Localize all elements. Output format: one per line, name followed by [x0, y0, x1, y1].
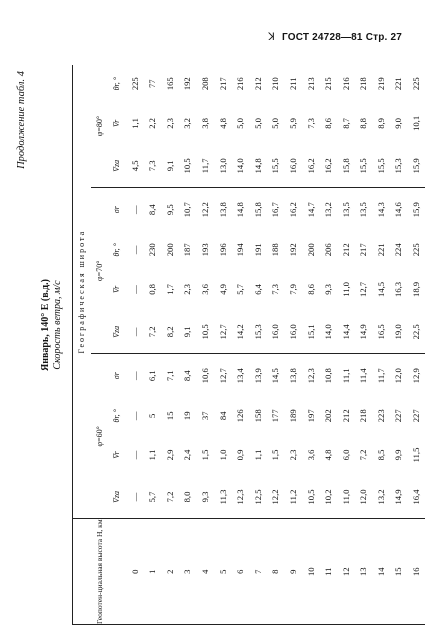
- table-cell: 15,1: [305, 324, 316, 340]
- table-row: [179, 65, 197, 625]
- table-cell: 1,1: [129, 118, 140, 129]
- table-cell: 6,0: [340, 449, 351, 461]
- table-cell: 6,1: [143, 354, 161, 397]
- table-cell: —: [129, 285, 140, 294]
- standard-number: ГОСТ 24728—81: [281, 32, 363, 43]
- table-cell: 216: [340, 77, 351, 91]
- table-cell: —: [126, 188, 144, 231]
- table-cell: 8,0: [182, 491, 193, 503]
- table-cell: 9,9: [393, 449, 404, 461]
- table-cell: 188: [270, 243, 281, 257]
- table-cell: 14,9: [358, 324, 369, 340]
- table-cell: 10,5: [182, 158, 193, 174]
- table-cell: 15,9: [407, 188, 425, 231]
- table-cell: 10,6: [196, 354, 214, 397]
- col-vr-60: V̄r: [112, 451, 122, 459]
- table-cell: 16,2: [323, 158, 334, 174]
- table-row: [284, 65, 302, 625]
- table-row: [267, 65, 285, 625]
- row-height-cell: 10: [302, 519, 320, 625]
- table-cell: 14,0: [323, 324, 334, 340]
- table-cell: 225: [129, 77, 140, 91]
- table-cell: 9,5: [161, 188, 179, 231]
- table-cell: 12,7: [217, 324, 228, 340]
- table-cell: 16,0: [287, 324, 298, 340]
- rotated-table-block: [16, 65, 422, 625]
- header-row-group: [73, 65, 91, 625]
- table-cell: 4,5: [129, 160, 140, 172]
- row-height-cell: 12: [337, 519, 355, 625]
- table-cell: 16,4: [411, 489, 422, 505]
- table-cell: 15: [164, 411, 175, 421]
- table-row: [302, 65, 320, 625]
- table-cell: —: [129, 327, 140, 337]
- col-sigma-70: σr: [108, 188, 126, 231]
- table-cell: 14,3: [372, 188, 390, 231]
- col-theta-80: θr, °: [112, 77, 122, 91]
- table-cell: 5,7: [147, 491, 158, 503]
- table-row: [355, 65, 373, 625]
- table-cell: 14,5: [267, 354, 285, 397]
- table-cell: 8,8: [358, 118, 369, 129]
- table-cell: 13,8: [214, 188, 232, 231]
- table-row: [196, 65, 214, 625]
- table-cell: 1,1: [252, 449, 263, 461]
- table-cell: 5,9: [287, 118, 298, 129]
- col-vr-70: V̄r: [112, 285, 122, 294]
- table-cell: 13,2: [319, 188, 337, 231]
- col-vza-60: V̄za: [112, 490, 122, 503]
- table-cell: 221: [375, 243, 386, 257]
- table-cell: 14,2: [235, 324, 246, 340]
- table-cell: 11,1: [337, 354, 355, 397]
- table-cell: 200: [305, 243, 316, 257]
- table-cell: 10,5: [305, 489, 316, 505]
- row-height-cell: 9: [284, 519, 302, 625]
- col-vza-80: V̄za: [112, 159, 122, 172]
- table-cell: 11,0: [340, 282, 351, 297]
- table-cell: 15,8: [340, 158, 351, 174]
- table-title: [40, 175, 64, 475]
- table-cell: 10,1: [411, 115, 422, 131]
- table-cell: 13,8: [284, 354, 302, 397]
- corner-mark: ꓘ: [268, 32, 275, 43]
- header-lat-60: φ=60°: [91, 354, 109, 519]
- table-cell: 13,2: [375, 489, 386, 505]
- table-cell: 230: [147, 243, 158, 257]
- header-lat-80: φ=80°: [94, 115, 104, 137]
- table-cell: 212: [340, 243, 351, 257]
- table-cell: 15,9: [411, 158, 422, 174]
- table-cell: 11,4: [355, 354, 373, 397]
- table-cell: 9,0: [393, 118, 404, 129]
- table-cell: 200: [164, 243, 175, 257]
- table-cell: 15,3: [393, 158, 404, 174]
- table-cell: 77: [147, 79, 158, 88]
- table-row: [372, 65, 390, 625]
- wind-speed-table: [72, 65, 425, 625]
- row-height-cell: 2: [161, 519, 179, 625]
- table-cell: 8,4: [143, 188, 161, 231]
- table-cell: 219: [375, 77, 386, 91]
- table-cell: 7,2: [358, 449, 369, 461]
- table-cell: 221: [393, 77, 404, 91]
- table-cell: 218: [358, 409, 369, 423]
- table-row: [126, 65, 144, 625]
- table-cell: 11,2: [287, 489, 298, 505]
- table-cell: 13,0: [217, 158, 228, 174]
- table-cell: 194: [235, 243, 246, 257]
- table-cell: 224: [393, 243, 404, 257]
- table-cell: 10,2: [323, 489, 334, 505]
- table-cell: 11,7: [199, 158, 210, 174]
- table-cell: 12,0: [390, 354, 408, 397]
- row-height-cell: 15: [390, 519, 408, 625]
- table-cell: 1,5: [270, 449, 281, 461]
- table-cell: 16,2: [284, 188, 302, 231]
- table-cell: 211: [287, 77, 298, 90]
- table-cell: 7,3: [270, 284, 281, 295]
- table-cell: 16,0: [270, 324, 281, 340]
- table-cell: 177: [270, 409, 281, 423]
- table-cell: 165: [164, 77, 175, 91]
- table-cell: 13,5: [337, 188, 355, 231]
- table-cell: 193: [199, 243, 210, 257]
- table-cell: 5,0: [235, 118, 246, 129]
- row-height-cell: 5: [214, 519, 232, 625]
- table-cell: 126: [235, 409, 246, 423]
- table-cell: 11,0: [340, 489, 351, 505]
- table-cell: 8,7: [340, 118, 351, 129]
- table-cell: 14,0: [235, 158, 246, 174]
- table-cell: 11,5: [411, 447, 422, 463]
- table-cell: 12,7: [214, 354, 232, 397]
- row-height-cell: 14: [372, 519, 390, 625]
- table-cell: 15,8: [249, 188, 267, 231]
- table-cell: 7,3: [305, 118, 316, 129]
- table-cell: 210: [270, 77, 281, 91]
- table-cell: 223: [375, 409, 386, 423]
- table-cell: 217: [217, 77, 228, 91]
- row-height-cell: 7: [249, 519, 267, 625]
- table-cell: 1,0: [217, 449, 228, 461]
- table-cell: —: [129, 450, 140, 460]
- table-cell: 2,3: [182, 284, 193, 295]
- table-row: [390, 65, 408, 625]
- table-cell: 213: [305, 77, 316, 91]
- header-latitude-group: Географическая широта: [73, 65, 91, 519]
- table-cell: 8,6: [323, 118, 334, 129]
- table-cell: 15,3: [252, 324, 263, 340]
- col-theta-60: θr, °: [112, 409, 122, 423]
- table-cell: 4,8: [217, 118, 228, 129]
- table-cell: 0,9: [235, 449, 246, 461]
- title-line-2: Скорость ветра, м/с: [52, 280, 63, 370]
- table-cell: 217: [358, 243, 369, 257]
- table-row: [319, 65, 337, 625]
- table-cell: 11,3: [217, 489, 228, 505]
- table-cell: 13,5: [355, 188, 373, 231]
- title-line-1: Январь, 140° Е (в.д.): [40, 278, 51, 372]
- table-cell: 192: [182, 77, 193, 91]
- table-cell: 9,1: [164, 160, 175, 172]
- table-cell: —: [129, 245, 140, 255]
- col-sigma-60: σr: [108, 354, 126, 397]
- table-cell: 12,2: [196, 188, 214, 231]
- table-cell: 9,3: [199, 491, 210, 503]
- table-row: [161, 65, 179, 625]
- table-cell: 9,1: [182, 326, 193, 338]
- table-cell: 5,0: [270, 118, 281, 129]
- table-cell: 9,3: [323, 284, 334, 295]
- table-cell: 8,4: [179, 354, 197, 397]
- table-cell: 192: [287, 243, 298, 257]
- table-body: [126, 65, 425, 625]
- table-cell: 12,7: [358, 281, 369, 297]
- table-cell: 227: [393, 409, 404, 423]
- table-cell: 19,0: [393, 324, 404, 340]
- table-cell: 14,5: [375, 281, 386, 297]
- table-cell: 8,6: [305, 284, 316, 295]
- table-cell: 187: [182, 243, 193, 257]
- table-cell: 3,6: [305, 449, 316, 461]
- table-cell: 8,5: [375, 449, 386, 461]
- table-cell: 1,7: [164, 284, 175, 295]
- table-cell: 11,7: [372, 354, 390, 397]
- table-cell: 4,8: [323, 449, 334, 461]
- table-cell: 3,2: [182, 118, 193, 129]
- table-cell: 15,5: [270, 158, 281, 174]
- table-cell: 2,3: [164, 118, 175, 129]
- table-cell: 212: [340, 409, 351, 423]
- table-cell: 202: [323, 409, 334, 423]
- table-cell: 225: [411, 243, 422, 257]
- table-cell: 19: [182, 411, 193, 421]
- table-cell: 3,8: [199, 118, 210, 129]
- table-cell: 14,8: [252, 158, 263, 174]
- row-height-cell: 4: [196, 519, 214, 625]
- table-cell: 5: [147, 413, 158, 418]
- table-cell: 14,7: [302, 188, 320, 231]
- table-cell: 8,9: [375, 118, 386, 129]
- col-theta-70: θr, °: [112, 243, 122, 257]
- table-cell: 13,4: [231, 354, 249, 397]
- row-height-cell: 13: [355, 519, 373, 625]
- table-row: [337, 65, 355, 625]
- table-row: [249, 65, 267, 625]
- table-cell: 5,7: [235, 284, 246, 295]
- row-height-cell: 8: [267, 519, 285, 625]
- table-cell: 14,4: [340, 324, 351, 340]
- table-cell: 3,6: [199, 284, 210, 295]
- table-cell: 7,3: [147, 160, 158, 172]
- row-height-cell: 6: [231, 519, 249, 625]
- continuation-label: Продолжение табл. 4: [16, 71, 27, 169]
- table-cell: 12,3: [235, 489, 246, 505]
- table-cell: 1,1: [147, 449, 158, 461]
- table-cell: 227: [411, 409, 422, 423]
- table-cell: 13,9: [249, 354, 267, 397]
- col-vr-80: V̄r: [112, 119, 122, 128]
- table-cell: 84: [217, 411, 228, 421]
- header-height: Геопотен-циальная высота H, км: [73, 519, 126, 625]
- table-cell: 16,7: [267, 188, 285, 231]
- table-cell: 16,2: [305, 158, 316, 174]
- table-cell: 2,9: [164, 449, 175, 461]
- table-cell: 12,9: [407, 354, 425, 397]
- table-cell: 14,6: [390, 188, 408, 231]
- table-cell: 12,0: [358, 489, 369, 505]
- table-row: [407, 65, 425, 625]
- table-cell: 0,8: [147, 284, 158, 295]
- table-cell: 15,5: [375, 158, 386, 174]
- table-cell: 215: [323, 77, 334, 91]
- table-cell: 8,2: [164, 326, 175, 338]
- table-cell: 191: [252, 243, 263, 257]
- table-row: [231, 65, 249, 625]
- table-cell: 12,5: [252, 489, 263, 505]
- table-cell: 212: [252, 77, 263, 91]
- table-cell: 15,5: [358, 158, 369, 174]
- table-cell: 37: [199, 411, 210, 421]
- table-cell: 5,0: [252, 118, 263, 129]
- table-cell: 18,9: [411, 281, 422, 297]
- row-height-cell: 0: [126, 519, 144, 625]
- table-cell: —: [126, 354, 144, 397]
- table-cell: 6,4: [252, 284, 263, 295]
- table-cell: 16,3: [393, 281, 404, 297]
- row-height-cell: 1: [143, 519, 161, 625]
- table-cell: 7,2: [164, 491, 175, 503]
- row-height-cell: 11: [319, 519, 337, 625]
- header-lat-70: φ=70°: [91, 188, 109, 354]
- table-cell: 218: [358, 77, 369, 91]
- table-cell: 4,9: [217, 284, 228, 295]
- table-cell: 206: [323, 243, 334, 257]
- row-height-cell: 3: [179, 519, 197, 625]
- table-row: [143, 65, 161, 625]
- table-cell: 1,5: [199, 449, 210, 461]
- table-cell: 22,5: [411, 324, 422, 340]
- table-row: [214, 65, 232, 625]
- table-cell: —: [129, 492, 140, 502]
- table-cell: 7,1: [161, 354, 179, 397]
- table-cell: 10,7: [179, 188, 197, 231]
- table-cell: 196: [217, 243, 228, 257]
- table-cell: 216: [235, 77, 246, 91]
- table-cell: 197: [305, 409, 316, 423]
- table-cell: —: [129, 411, 140, 421]
- table-cell: 14,8: [231, 188, 249, 231]
- table-cell: 16,5: [375, 324, 386, 340]
- table-cell: 16,0: [287, 158, 298, 174]
- table-cell: 12,3: [302, 354, 320, 397]
- table-cell: 2,4: [182, 449, 193, 461]
- table-cell: 10,8: [319, 354, 337, 397]
- table-cell: 7,2: [147, 326, 158, 338]
- table-cell: 189: [287, 409, 298, 423]
- table-cell: 10,5: [199, 324, 210, 340]
- table-cell: 2,3: [287, 449, 298, 461]
- table-cell: 158: [252, 409, 263, 423]
- table-cell: 14,9: [393, 489, 404, 505]
- row-height-cell: 16: [407, 519, 425, 625]
- col-vza-70: V̄za: [112, 325, 122, 338]
- table-cell: 208: [199, 77, 210, 91]
- table-cell: 7,9: [287, 284, 298, 295]
- page-number: Стр. 27: [365, 32, 402, 43]
- table-cell: 2,2: [147, 118, 158, 129]
- table-cell: 225: [411, 77, 422, 91]
- table-cell: 12,2: [270, 489, 281, 505]
